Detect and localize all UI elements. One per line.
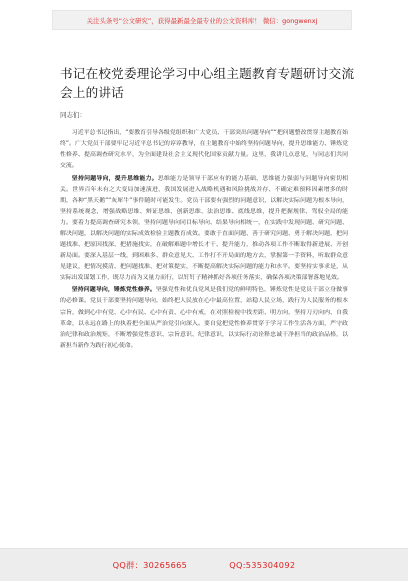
contact-footer [0,548,408,581]
paragraph-text: 思维能力是领导干部应有的能力基础，思维能力强弱与问题导向密切相关。世界百年未有之大变局加速演进，我国发展进入战略机遇和风险挑战并存、不确定难预料因素增多的时期，各种“黑天鹅”“灰犀牛”事件随时可能发生。党员干部要有强烈的问题意识，以解决实际问题为根本导向，坚持系统观念，增强战略思维、辩证思维、创新思维、法治思维、底线思维，提升把握规律、驾驭全局的能力。要着力提高调查研究本领，坚持问题导向同目标导向、结果导向相统一，在实践中发现问题、研究问题、解决问题，以解决问题的实际成效检验主题教育成效。要敢于直面问题、善于研究问题、勇于解决问题，把问题找准、把原因找深、把措施找实，在破解难题中增长才干、提升能力，推动各项工作不断取得新进展、开创新局面。要深入基层一线，到困难多、群众意见大、工作打不开局面的地方去，掌握第一手资料，听取群众意见建议，把情况摸清、把问题找准、把对策提实，不断提高解决实际问题的能力和水平。要坚持实事求是，从实际出发谋划工作，既尽力而为又量力而行，以钉钉子精神抓好各项任务落实，确保各项决策部署落地见效。 [60,175,349,281]
promo-banner-text: 关注头条号“公文研究”，获得最新最全最专业的公文资料库！ 微信：gongwenxj [86,16,318,25]
qq-contact-label: QQ:535304092 [229,560,296,570]
salutation: 同志们： [60,111,86,119]
document-title: 书记在校党委理论学习中心组主题教育专题研讨交流会上的讲话 [60,66,355,100]
paragraph [60,285,348,351]
promo-banner [52,10,352,30]
paragraph [60,128,348,172]
paragraph [60,174,348,284]
document-body [60,128,348,353]
paragraph-heading: 坚持问题导向，提升思维能力。 [71,175,158,182]
qq-group-label: QQ群：30265665 [112,559,188,570]
paragraph-heading: 坚持问题导向，锤炼党性修养。 [71,287,156,294]
paragraph-text: 坚强党性和优良党风是我们党的鲜明特色，锤炼党性是党员干部立身做事的必修课。党员干部要坚持问题导向，始终把人民放在心中最高位置，站稳人民立场，践行为人民服务的根本宗旨，做到心中有党、心中有民、心中有责、心中有戒，在对照检视中找差距、明方向，坚持刀刃向内、自我革命，以永远在路上的执着把全面从严治党引向深入。要自觉把党性修养贯穿于学习工作生活各方面，严守政治纪律和政治规矩，不断增强党性意识、宗旨意识、纪律意识，以实际行动诠释忠诚干净担当的政治品格，以新担当新作为践行初心使命。 [60,287,349,349]
paragraph-text: 习近平总书记指出，“要教育引导各级党组织和广大党员、干部突出问题导向”“把问题整改贯穿主题教育始终”。广大党员干部要牢记习近平总书记的谆谆教导，在主题教育中始终坚持问题导向，提升思维能力、锤炼党性修养、提高调查研究水平，为全面建设社会主义现代化国家贡献力量。这里，我讲几点意见，与同志们共同交流。 [60,130,348,170]
